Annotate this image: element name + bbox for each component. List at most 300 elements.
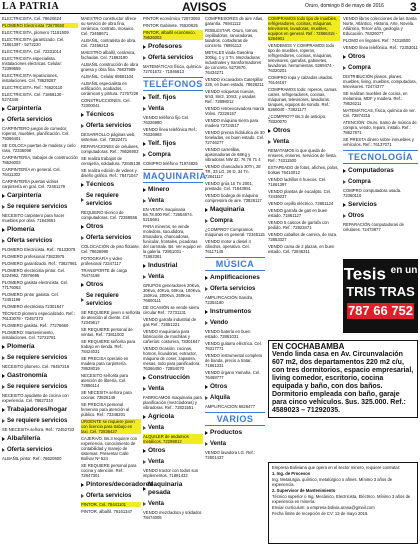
classified-column-3	[143, 16, 207, 544]
column-6-list	[343, 16, 418, 232]
section-banner: TECNOLOGÍA	[343, 150, 418, 164]
triangle-bullet-icon	[205, 385, 208, 389]
section-title: AVISOS	[182, 0, 227, 14]
subcategory-name: Oferta servicios	[148, 55, 194, 61]
classified-ad: VENDO tractor con todos sus implementos. 71891432	[143, 468, 198, 478]
featured-ad-body: Vendo linda casa en Av. Circunvalación 607 m2, dos departamentos 220 m2 c/u, con tres dormitorios, espacio empresarial, living comedor, escritorio, cocina equipada y baño, con dos baños. Dormitorio empleada con baño, garaje para cinco vehículos. $us. 325.000. Ref.: 4589023 – 71292035.	[272, 351, 414, 414]
classified-ad: VENDO teléfono fijo Cel. 76326990	[143, 115, 190, 125]
notice-item-1: 1. Ing. de Procesos	[272, 471, 311, 476]
classified-ad: PARA mineros, se vende moledora, sacudidora, trituradora, chancadoras, funicular, frontales, picadoras del carrotale. Bs. Ver equipo en la galería. 72861031 - 71862361	[143, 224, 202, 259]
subcategory-name: Se requiere servicios	[86, 293, 119, 307]
subcategory-heading	[143, 424, 203, 432]
featured-ad-title: EN COCHABAMBA	[272, 342, 345, 351]
subcategory-name: Se requiere servicios	[7, 355, 68, 361]
classified-ad: VENDO caballos de carrera, de raza. 72853327	[268, 232, 338, 242]
category-heading	[343, 167, 418, 175]
classified-ad: VENDO lavadora LG. Ref.: 72801437	[205, 450, 256, 460]
triangle-bullet-icon	[205, 219, 208, 223]
classified-ad: DE OCASIÓN se vende sierra circular Ref.: 72731131	[143, 305, 200, 315]
subcategory-heading	[268, 138, 340, 146]
triangle-bullet-icon	[2, 374, 5, 378]
category-heading	[81, 111, 141, 119]
category-name: Otros	[210, 383, 228, 390]
classified-ad: PLOMERO profesional 73823975	[2, 254, 65, 259]
classified-ad: VENDO guitarra eléctrica. Cel. 76317771	[205, 341, 262, 351]
category-name: Otros	[86, 281, 104, 288]
category-name: Instrumentos	[210, 308, 252, 315]
classified-ad: VENDO 5 cascos de garrafa con pedido. Ref.: 72823471	[268, 220, 329, 230]
classified-ad: PLOMERO gasista. Ref.: 77276660	[2, 323, 69, 328]
classified-ad: COMPRO computadora usada. 72360110	[343, 188, 402, 198]
classified-ad: CARPINTERÍA, trabajos de construcción 78626003	[2, 155, 78, 165]
triangle-bullet-icon	[81, 225, 84, 229]
classified-ad: VENDEMOS Y COMPRAMOS todo tipo de muebles, roperos, refrigeradores, cocinas, máquinas, televisores, garrafas, gabinetes, lavadoras, herramientas. 5269474 - 76320201	[268, 43, 335, 73]
triangle-bullet-icon	[81, 113, 84, 117]
classified-ad: DESARROLLO páginas web, sistemas. Cel. 73822471	[81, 132, 136, 142]
category-name: Industrial	[148, 262, 178, 269]
triangle-bullet-icon	[143, 264, 146, 268]
subcategory-name: Venta	[148, 274, 165, 280]
category-name: Otros	[348, 53, 366, 60]
category-heading	[143, 447, 203, 455]
triangle-bullet-icon	[205, 442, 208, 446]
classified-ad: ALBAÑIL pintor. Ref.: 78620600	[2, 456, 62, 461]
tesis-phone-ad	[343, 259, 418, 333]
category-heading	[143, 481, 203, 497]
category-heading	[205, 429, 265, 437]
category-heading	[143, 140, 203, 148]
classified-ad: VENDO ladrillos 6 huecos. Cel. 71861397	[268, 177, 327, 187]
triangle-bullet-icon	[143, 376, 146, 380]
classified-ad: CAJERA/O. Bs.3 requiere con experiencia, conocimiento de contabilidad y manejo de sistemas. Presentar Calle Bolívar Nº 524	[81, 436, 138, 461]
classified-ad: REQUIERO técnico de computadoras. Cel. 72358556	[81, 210, 138, 220]
category-name: Agrícola	[148, 413, 175, 420]
classified-ad: COMPRESORES de aire Atlas, garantía. 76941112	[205, 16, 264, 26]
triangle-bullet-icon	[81, 198, 84, 202]
triangle-bullet-icon	[268, 129, 271, 133]
page-header	[0, 0, 420, 14]
subcategory-heading	[143, 458, 203, 466]
subcategory-name: Alquila	[210, 395, 231, 401]
classified-ad: ELECTRICISTA garantizado. Cel. 71861397 - 5272220	[2, 37, 65, 47]
subcategory-heading	[81, 234, 141, 242]
section-banner: VARIOS	[205, 412, 265, 426]
phone-ad-title: Tesis	[343, 264, 386, 284]
classified-column-5	[268, 16, 340, 254]
category-name: Telf. fijos	[148, 94, 177, 101]
classified-ad: ELECTRICISTA. Cel. 71866130 - 5274346	[2, 92, 64, 102]
classified-ad: PLOMERO: Mantenimiento, instalaciones. Cel. 72722781	[2, 330, 56, 340]
classified-ad: FOTOGRAFÍA y video profesional 72347117	[81, 256, 123, 266]
category-name: Minero	[148, 186, 170, 193]
triangle-bullet-icon	[2, 107, 5, 111]
classified-ad: SE PRESTA dinero sobre inmuebles y vehículos. Ref.: 76137071	[343, 137, 414, 147]
classified-ad: SE PRECISA operario en madera para carpintería. 78628019	[81, 356, 129, 371]
triangle-bullet-icon	[143, 45, 146, 49]
subcategory-name: Oferta servicios	[7, 238, 53, 244]
category-heading	[81, 481, 153, 489]
subcategory-name: Venta	[148, 425, 165, 431]
category-heading	[205, 206, 265, 214]
notice-contact: Enviar curriculum: a empresa.bolivia.arana@gmail.com	[272, 505, 375, 510]
subcategory-name: Se requiere servicios	[7, 384, 68, 390]
subcategory-name: Oferta servicios	[7, 447, 53, 453]
classified-ad: PINTOR Gabinete. 76520625	[143, 23, 198, 28]
triangle-bullet-icon	[343, 66, 346, 70]
triangle-bullet-icon	[81, 236, 84, 240]
triangle-bullet-icon	[143, 96, 146, 100]
subcategory-name: Venta	[210, 441, 227, 447]
phone-ad-slogan: TRIS TRAS	[346, 283, 415, 299]
classified-ad: SE realiza edición de videos y diseño gráfico. Ref.: 78471047	[81, 168, 139, 178]
triangle-bullet-icon	[2, 239, 5, 243]
triangle-bullet-icon	[143, 449, 146, 453]
category-name: Plomería	[7, 343, 35, 350]
subcategory-heading	[343, 178, 418, 186]
classified-ad: MATEMÁTICAS, física, química de ver. Cel. 72874315	[343, 108, 416, 118]
subcategory-name: Venta	[148, 198, 165, 204]
triangle-bullet-icon	[205, 208, 208, 212]
classified-ad: TÉCNICO plomero especializado. Ref.: 76133078 - 72457373	[2, 311, 75, 321]
subcategory-heading	[343, 64, 418, 72]
subcategory-heading	[143, 500, 203, 508]
classified-ad: REPARACIÓN computadoras de celulares. 72473877	[343, 222, 404, 232]
subcategory-heading	[205, 394, 265, 402]
classified-ad: VENDO línea telefónica. Ref.: 72353011	[343, 45, 418, 50]
category-heading	[143, 374, 203, 382]
triangle-bullet-icon	[143, 153, 146, 157]
classified-ad: COLOCACIÓN de piso flotante. Cel. 78626990	[81, 244, 140, 254]
classified-ad: COMPRO teléfono 71974825	[143, 161, 198, 166]
classified-ad: CONSTRUCCIONES. Cel. 72300041	[81, 98, 131, 108]
triangle-bullet-icon	[143, 415, 146, 419]
triangle-bullet-icon	[2, 419, 5, 423]
triangle-bullet-icon	[143, 487, 146, 491]
subcategory-heading	[81, 122, 141, 130]
classified-ad: VENDO grúa 10 Tn 2001, prestado. Cel. 71843651	[205, 181, 253, 191]
category-name: Pintores/decoradores	[86, 481, 153, 488]
classified-ad: PLOMERO electricista pintor. Cel. 5224962, 72876695	[2, 268, 66, 278]
classified-column-1	[2, 16, 78, 544]
subcategory-name: Oferta servicios	[86, 123, 132, 129]
notice-intro: Empresa Boliviana que opera en el sector minero, requiere contratar:	[272, 465, 401, 470]
subcategory-name: Oferta servicios	[86, 493, 132, 499]
category-heading	[2, 372, 78, 380]
triangle-bullet-icon	[143, 199, 146, 203]
classified-ad: METALES viada Gasolina 300kg, 1 y 3 Tn. Mezcladoras industriales y transformadores de concreto. 5272670, 76434271	[205, 50, 262, 75]
classified-ad: VENDO garrafa de gas en buen estado. 71861127	[268, 208, 328, 218]
subcategory-name: Venta	[148, 386, 165, 392]
category-heading	[205, 274, 265, 282]
triangle-bullet-icon	[143, 142, 146, 146]
triangle-bullet-icon	[143, 56, 146, 60]
triangle-bullet-icon	[205, 431, 208, 435]
classified-ad: SE PRECISA personal femenino para atención al público. Ref.: 73346201	[81, 402, 130, 417]
subcategory-name: Vendo	[210, 320, 229, 326]
classified-ad: VENDO volquetas nuevas, 6m3, 8m3, 10m3, y usadas Ref.: 72898012	[205, 89, 256, 104]
classified-ad: SE realizan muebles de cocina, en melamina, MDF y madera. Ref.: 78626211	[343, 91, 408, 106]
triangle-bullet-icon	[143, 107, 146, 111]
classified-ad: FABRICAMOS maquinaria para planificación (mezcladoras) y vibradoras. Ref.: 72821551	[143, 395, 202, 410]
classified-ad: CARPINTERÍA puertas vidrios carpintería en gral. Cel. 72461178	[2, 179, 66, 189]
classified-ad: COMPRAMOS todo tipo de muebles, refrigeradores, cocinas, máquinas, televisores, lavadoras, muebles, equipos en general. Ref.: 72866415 - 5264901	[268, 16, 340, 41]
classified-ad: ESTAPEADO de fotos, afiches, polos, bolsas 76410012	[268, 165, 339, 175]
triangle-bullet-icon	[143, 275, 146, 279]
category-heading	[205, 383, 265, 391]
classified-ad: MAESTRO albañil, cerámica, fachadas. Cel. 71863190	[81, 50, 136, 60]
subcategory-heading	[143, 197, 203, 205]
triangle-bullet-icon	[81, 183, 84, 187]
triangle-bullet-icon	[205, 276, 208, 280]
classified-ad: PINTOR. Cel. 78441101	[81, 502, 141, 507]
subcategory-name: Venta	[148, 106, 165, 112]
triangle-bullet-icon	[81, 283, 84, 287]
category-name: Computadoras	[348, 167, 394, 174]
classified-ad: SE NECESITA señora para cocinar. 73826145	[81, 390, 132, 400]
subcategory-name: Se requiere servicios	[7, 204, 68, 210]
classified-ad: ELECTRICISTA. Cel. 78620624	[2, 16, 62, 21]
section-banner: MAQUINARIA	[143, 171, 207, 181]
classified-column-4	[205, 16, 265, 460]
classified-ad: VENDO motor a diesel 4 cilindros, operativo. Cel. 76117145	[205, 239, 251, 254]
triangle-bullet-icon	[205, 310, 208, 314]
classified-ad: VENDO prensa hidráulica de 30 toneladas, en buen estado. Cel. 72746277	[205, 130, 265, 145]
classified-ad: AMPLIFICACIÓN 6626477	[205, 404, 256, 409]
classified-ad: VENDO bodega de máquina compresora de aire. 73826117	[205, 193, 262, 203]
subcategory-heading	[143, 151, 203, 159]
classified-ad: VENDO chancadora 30Tn, 28 TR, 33 LO, 26 D, 34 Tn. 72841117	[205, 164, 261, 179]
category-heading	[2, 105, 78, 113]
classified-ad: ALQUILER de andamios metálicos. 72299812	[143, 434, 203, 444]
category-name: Profesores	[148, 43, 182, 50]
category-heading	[2, 435, 78, 443]
category-name: Trabajadores/hogar	[7, 406, 68, 413]
subcategory-heading	[2, 383, 78, 391]
subcategory-heading	[2, 116, 78, 124]
classified-ad: VENDO garrafa industrial de gas Ref.: 72651221	[143, 317, 197, 327]
classified-ad: TRANSPORTE de carga 76474198	[81, 268, 128, 278]
classified-ad: ALBAÑIL, contratista de obra. Cel. 72456213	[81, 38, 137, 48]
triangle-bullet-icon	[143, 426, 146, 430]
classified-ad: SE REQUIERE personal para cocina y atención. Ref.: 72847301	[81, 463, 137, 478]
classified-ad: MATEMÁTICAS física, química. 72701572 - 71846813	[143, 64, 203, 74]
classified-ad: ALBAÑIL. Celular 69581104	[81, 74, 134, 79]
subcategory-heading	[81, 192, 141, 208]
triangle-bullet-icon	[2, 228, 5, 232]
classified-ad: PLOMERO Electricista 72870650	[2, 23, 78, 28]
category-name: Otros	[86, 223, 104, 230]
classified-ad: REMATAMOS lo que queda de enseres, enseres, servicios de fiesta. Ref.: 74311500	[268, 148, 337, 163]
classified-ad: ALBAÑIL especialista en edificación, acabados, cerámicos y pintura. 71757228	[81, 81, 139, 96]
category-heading	[343, 53, 418, 61]
subcategory-heading	[2, 417, 78, 425]
job-notice-box	[268, 462, 418, 544]
classified-ad: NECESITO señorita para atención de librería. Cel. 72856114	[81, 373, 128, 388]
classified-ad: DISTRIBUCIÓN planos, planes, muebles, living, muebles, computadora, televisores. 72474377	[343, 74, 417, 89]
triangle-bullet-icon	[2, 345, 5, 349]
category-heading	[81, 181, 141, 189]
notice-deadline: Fecha límite de recepción de CV: 13 de mayo 2016.	[272, 511, 369, 516]
category-heading	[143, 186, 203, 194]
subcategory-heading	[81, 492, 141, 500]
category-name: Maquinaria	[210, 206, 245, 213]
classified-ad: VENDO órgano Yamaha. Cel. 76468777	[205, 370, 261, 380]
subcategory-name: Oferta servicios	[210, 286, 256, 292]
subcategory-heading	[2, 354, 78, 362]
subcategory-name: Oferta servicios	[7, 117, 53, 123]
classified-ad: REPARACIONES de celulares, computadoras. Ref.: 78626903	[81, 144, 139, 154]
category-name: Maquinaria pesada	[148, 481, 183, 496]
subcategory-name: Venta	[273, 139, 290, 145]
classified-ad: VENDO carretillas, apisonadoras de 68Kg y vibradoras NW 32. 76 76 71 4	[205, 147, 261, 162]
subcategory-heading	[143, 385, 203, 393]
category-heading	[2, 226, 78, 234]
classified-ad: GRUPOS generadores 20Kva, 30Kva, 40Kva, 60Kva, 100Kva, 150Kva, 200Kva, 250Kva. 76800111	[143, 283, 201, 303]
subcategory-name: Compra	[210, 218, 233, 224]
category-heading	[343, 201, 418, 209]
section-banner: MÚSICA	[205, 257, 265, 271]
classified-ad: PLOMERO pintor gasista. Cel. 72451198	[2, 292, 59, 302]
phone-ad-number: 787 66 752	[347, 302, 414, 318]
category-name: Otros	[148, 447, 166, 454]
classified-ad: VENDO máquina sierra para madera 72724517	[205, 118, 259, 128]
category-name: Telf. fijos	[148, 140, 177, 147]
classified-ad: VENDO plantas de eucalipto. Cel. 72436037	[268, 189, 332, 199]
classified-ad: NECESITO plomero. Cel. 76457216	[2, 364, 70, 369]
classified-ad: ATENCIÓN: Oruro. Samo de música de compra, vendo, reparo, instalo. Ref.: 78627871	[343, 120, 417, 135]
section-banner: TELÉFONOS	[143, 79, 203, 89]
triangle-bullet-icon	[2, 408, 5, 412]
classified-ad: VENDO cepillo eléctrico. 72861124	[268, 201, 334, 206]
featured-house-ad	[268, 340, 418, 418]
subcategory-name: Compra	[148, 152, 171, 158]
triangle-bullet-icon	[268, 140, 271, 144]
category-heading	[143, 262, 203, 270]
triangle-bullet-icon	[143, 502, 146, 506]
subcategory-name: Se requiere servicios	[7, 418, 68, 424]
classified-ad: VENDO cama de 2 plazas, en buen estado. Cel. 72846311	[268, 244, 335, 254]
classified-ad: SE realiza trabajos de cerrajería, soldadura. 72845138	[81, 156, 141, 166]
subcategory-heading	[205, 319, 265, 327]
triangle-bullet-icon	[81, 494, 84, 498]
triangle-bullet-icon	[205, 287, 208, 291]
category-heading	[2, 192, 78, 200]
triangle-bullet-icon	[343, 169, 346, 173]
classified-ad: VENDO excavadora Caterpillar 225, en buen estado. 78626211	[205, 77, 264, 87]
triangle-bullet-icon	[81, 298, 84, 302]
subcategory-name: Venta	[148, 501, 165, 507]
classified-ad: SE REQUIERE joven o señorita de atención al cliente. Cel. 72349617	[81, 310, 141, 325]
classified-ad: VENDO libros colecciones de las Santa Norte, Atlántico, Historia, Arte, Novela. Atlántico, Tercer año, geología y Educación. 76326077	[343, 16, 417, 36]
category-heading	[81, 281, 141, 289]
subcategory-heading	[81, 292, 141, 308]
classified-ad: PINTOR, albañil. 76161347	[81, 509, 133, 514]
category-heading	[143, 413, 203, 421]
classified-ad: URGENTE se requiere joven con licencia para trabajo en taxi. Cel. 72836427	[81, 419, 141, 434]
classified-ad: ¿COMPRO?? Bs.3 de anticipo. 78320070	[268, 114, 327, 124]
classified-ad: COMPRAMOS todo: roperos, camas, catres, refrigeradores, cocinas, máquinas, televisores, lavadoras, tanques, equipos de sonido. Ref.: 5260040 - 73821177	[268, 87, 338, 112]
classified-ad: VENDO maquinaria para fabricación de mochilas y cañerías: costurera, 78301847	[143, 329, 200, 344]
subcategory-heading	[143, 273, 203, 281]
category-name: Plomería	[7, 226, 35, 233]
page-number: 3	[410, 0, 417, 14]
classified-ad: ALBAÑIL construcción de obra gruesa y obra fina. 76837989	[81, 62, 139, 72]
classified-ad: ¿COMPRO? Compramos máquinas en general. 72345115	[205, 227, 265, 237]
classified-ad: PINTOR económico 72873093	[143, 16, 200, 21]
classified-ad: VENDO retroexcavadora marca Volvo. 72226157	[205, 106, 265, 116]
notice-reqs-2: Técnico superior o Ing. Mecánico, Electricista, Eléctrico. Mínimo 3 años de experiencia en minería.	[272, 494, 411, 504]
category-heading	[2, 406, 78, 414]
classified-ad: ELECTRICISTA especialista. Instalaciones eléctricas. Celular: 72399559	[2, 56, 63, 71]
triangle-bullet-icon	[2, 194, 5, 198]
classified-ad: PINTOR, albañil económico. 78626003	[143, 30, 203, 40]
category-name: Técnicos	[86, 181, 115, 188]
newspaper-brand: LA PATRIA	[2, 1, 60, 12]
category-name: Carpintería	[7, 192, 42, 199]
classified-ad: VENDO línea telefónica Ref.: 76326993	[143, 127, 198, 137]
category-name: Gastronomía	[7, 372, 48, 379]
classified-ad: VENDO Ocasión: cocinas, hornos, licuadoras, extractor, máquina de coser, zapatera, mesas, todo para panificadora. 76366450 - 72854070	[143, 346, 201, 371]
subcategory-name: Otros	[348, 213, 365, 219]
category-name: Construcción	[148, 374, 190, 381]
classified-ad: COMPRO ropa y calzados usados. 76146167	[268, 75, 334, 85]
triangle-bullet-icon	[343, 214, 346, 218]
triangle-bullet-icon	[2, 205, 5, 209]
classified-ad: ELECTRICISTA. Ref.: 76620110	[2, 85, 63, 90]
classified-ad: ELECTRICISTA reparaciones, instalaciones. Cel. 78629287	[2, 73, 59, 83]
dateline: Oruro, domingo 8 de mayo de 2016	[305, 3, 384, 9]
classified-ad: PLOMERO electricista 72301647	[2, 304, 64, 309]
classified-ad: NECESITO ayudante de cocina con experiencia. Cel. 78627310	[2, 393, 69, 403]
subcategory-heading	[205, 217, 265, 225]
subcategory-heading	[343, 212, 418, 220]
category-heading	[2, 343, 78, 351]
category-heading	[81, 223, 141, 231]
triangle-bullet-icon	[143, 387, 146, 391]
classified-ad: PLOMERO Electricista. Ref.: 76133078	[2, 247, 76, 252]
subcategory-name: Se requiere servicios	[86, 193, 119, 207]
category-name: Productos	[210, 429, 243, 436]
classified-ad: PLOMERO garantizado. Ref.: 73827981	[2, 261, 77, 266]
notice-item-2: 2. Supervisor de Mantenimiento	[272, 488, 336, 493]
triangle-bullet-icon	[343, 55, 346, 59]
classified-ad: VENDO instrumental completo de banda, precio a tratar. 71861331	[205, 353, 263, 368]
triangle-bullet-icon	[2, 437, 5, 441]
category-name: Técnicos	[86, 111, 115, 118]
subcategory-heading	[143, 105, 203, 113]
triangle-bullet-icon	[343, 203, 346, 207]
subcategory-heading	[205, 440, 265, 448]
subcategory-name: Compra	[348, 65, 371, 71]
category-heading	[268, 127, 340, 135]
triangle-bullet-icon	[205, 396, 208, 400]
category-name: Servicios	[348, 201, 377, 208]
triangle-bullet-icon	[81, 124, 84, 128]
classified-ad: AMPLIFICACIÓN Sandra. 72354180	[205, 295, 254, 305]
category-heading	[143, 94, 203, 102]
classified-ad: CARPINTERO juegos de comedor, roperos, muebles, planificación. Cel. 79366401	[2, 126, 70, 141]
classified-column-6	[343, 16, 418, 232]
category-name: Carpintería	[7, 105, 42, 112]
triangle-bullet-icon	[143, 188, 146, 192]
classified-ad: ROBLESTAR. Oruro, tornos, cepilladoras, ranuradoras, taladros, cortadoras de concreto. 76991112	[205, 28, 259, 48]
subcategory-heading	[2, 203, 78, 211]
classified-ad: VENDO mezcladora y soldador. 78474005	[143, 510, 203, 520]
classified-ad: SE REQUIERE señorita para trabajo en tienda. Ref.: 78424031	[81, 339, 136, 354]
subcategory-name: Compra	[348, 179, 371, 185]
classified-ad: PLOMO en lingotes. Ref.: 74318500	[343, 38, 411, 43]
triangle-bullet-icon	[2, 448, 5, 452]
